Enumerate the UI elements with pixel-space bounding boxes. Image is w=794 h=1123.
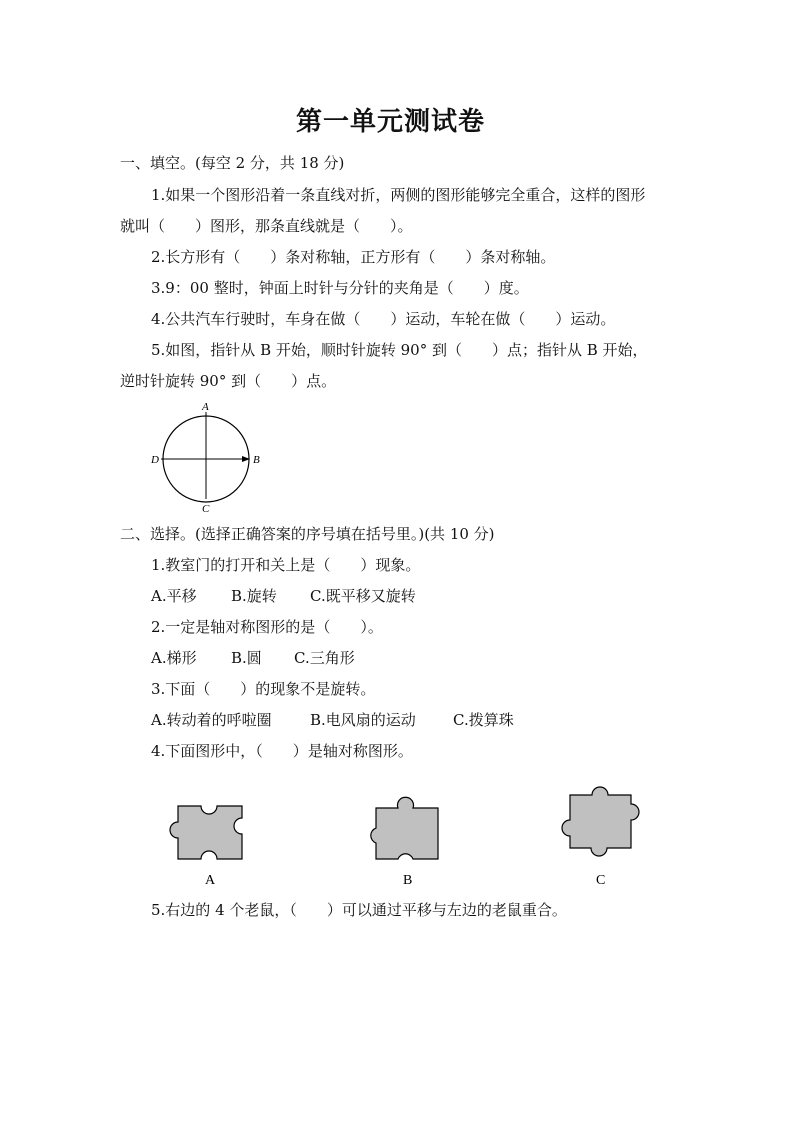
label-a: A	[202, 401, 209, 413]
puzzle-label-b: B	[403, 873, 413, 888]
question-2-3-option-b: B.电风扇的运动	[310, 711, 416, 729]
puzzle-label-c: C	[596, 873, 606, 888]
question-2-4: 4.下面图形中，（ ）是轴对称图形。	[151, 742, 413, 760]
question-2-2-option-a: A.梯形	[151, 649, 197, 667]
question-2-1-option-c: C.既平移又旋转	[310, 587, 416, 605]
label-b: B	[253, 454, 260, 466]
puzzle-c-body	[562, 787, 639, 856]
section1-heading: 一、填空。(每空 2 分，共 18 分)	[120, 154, 345, 172]
question-1-1-line2: 就叫（ ）图形，那条直线就是（ ）。	[120, 217, 413, 235]
puzzle-figures	[150, 770, 660, 892]
question-2-5: 5.右边的 4 个老鼠，（ ）可以通过平移与左边的老鼠重合。	[151, 901, 567, 919]
puzzle-shape-c	[562, 787, 639, 856]
puzzle-shape-b	[371, 797, 438, 859]
question-2-2-option-b: B.圆	[231, 649, 262, 667]
question-2-1-option-b: B.旋转	[231, 587, 277, 605]
page-title: 第一单元测试卷	[296, 107, 486, 137]
question-2-3-option-a: A.转动着的呼啦圈	[151, 711, 272, 729]
question-1-1-line1: 1.如果一个图形沿着一条直线对折，两侧的图形能够完全重合，这样的图形	[151, 186, 646, 204]
question-1-5-line1: 5.如图，指针从 B 开始，顺时针旋转 90° 到（ ）点；指针从 B 开始，	[151, 341, 648, 359]
question-1-4: 4.公共汽车行驶时，车身在做（ ）运动，车轮在做（ ）运动。	[151, 310, 616, 328]
label-c: C	[202, 503, 210, 515]
puzzle-shape-a	[170, 806, 242, 859]
question-1-3: 3.9：00 整时，钟面上时针与分针的夹角是（ ）度。	[151, 279, 529, 297]
puzzle-b-body	[371, 797, 438, 859]
puzzle-label-a: A	[205, 873, 216, 888]
circle-diagram	[140, 398, 280, 518]
label-d: D	[151, 454, 159, 466]
question-2-1-option-a: A.平移	[151, 587, 197, 605]
question-2-2: 2.一定是轴对称图形的是（ ）。	[151, 618, 383, 636]
question-2-1: 1.教室门的打开和关上是（ ）现象。	[151, 556, 421, 574]
question-1-5-line2: 逆时针旋转 90° 到（ ）点。	[120, 372, 337, 390]
puzzle-a-body	[170, 806, 242, 859]
question-2-2-option-c: C.三角形	[294, 649, 355, 667]
question-2-3: 3.下面（ ）的现象不是旋转。	[151, 680, 376, 698]
section2-heading: 二、选择。(选择正确答案的序号填在括号里。)(共 10 分)	[120, 525, 495, 543]
question-2-3-option-c: C.拨算珠	[453, 711, 514, 729]
question-1-2: 2.长方形有（ ）条对称轴，正方形有（ ）条对称轴。	[151, 248, 556, 266]
